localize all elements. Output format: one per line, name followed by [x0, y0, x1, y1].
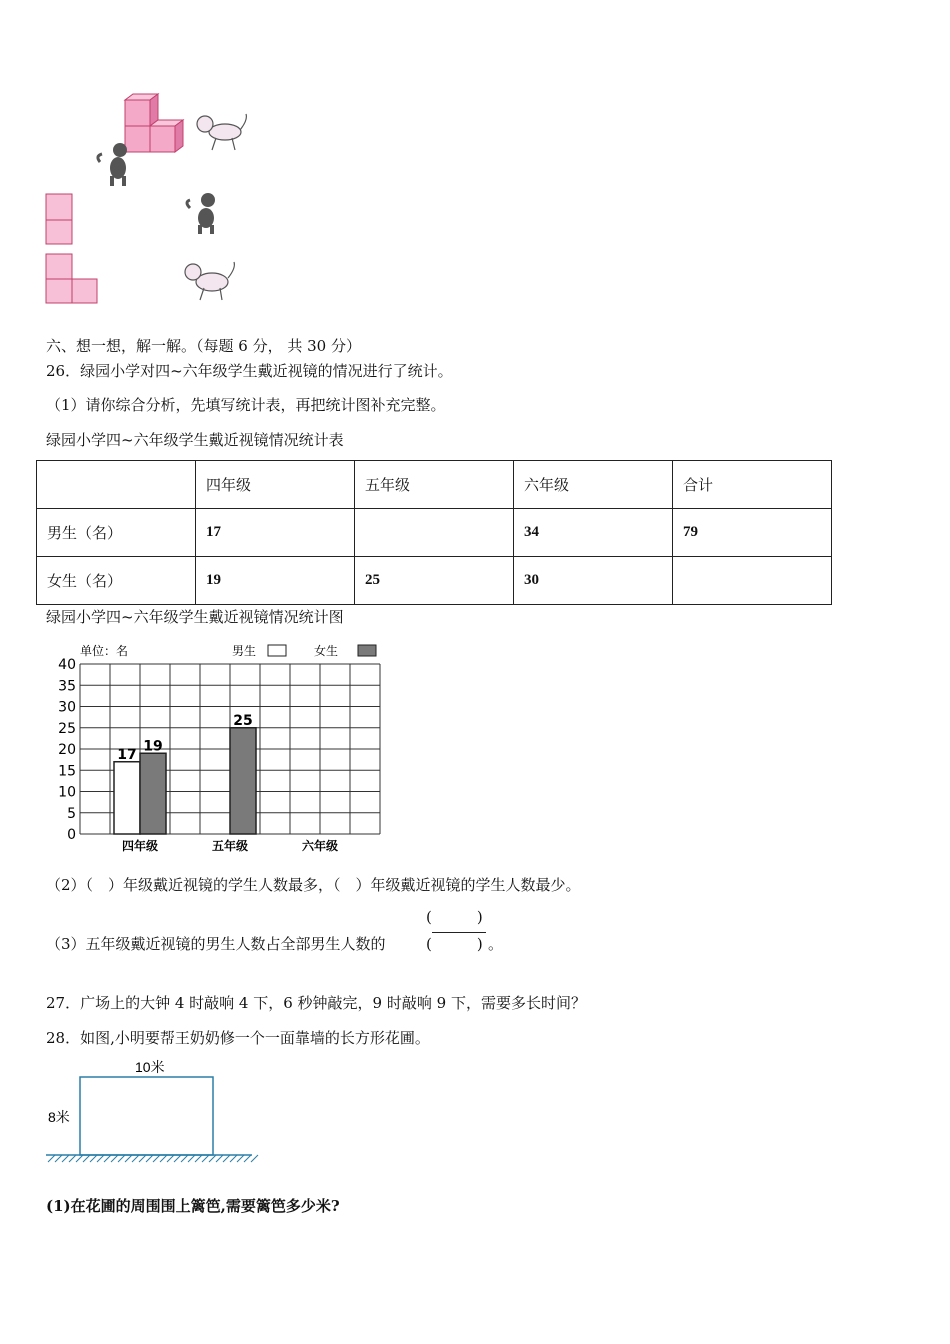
question-26-part3: （3）五年级戴近视镜的男生人数占全部男生人数的 — [46, 935, 386, 953]
legend-label-girls: 女生 — [314, 644, 339, 658]
y-tick-label: 40 — [58, 657, 76, 673]
cube-stack-figure — [125, 94, 183, 152]
table-header-cell: 合计 — [673, 461, 832, 509]
legend-swatch-boys — [268, 645, 286, 656]
question-28-stem: 28．如图,小明要帮王奶奶修一个一面靠墙的长方形花圃。 — [46, 1029, 430, 1047]
dog-icon — [185, 262, 234, 300]
x-tick-label: 五年级 — [211, 839, 249, 853]
table-header-row — [37, 461, 832, 509]
garden-rectangle — [80, 1077, 213, 1155]
question-26-part1: （1）请你综合分析，先填写统计表，再把统计图补充完整。 — [46, 396, 446, 414]
table-cell: 25 — [355, 557, 514, 605]
table-title: 绿园小学四~六年级学生戴近视镜情况统计表 — [46, 431, 344, 449]
table-cell: 30 — [514, 557, 673, 605]
question-28-part1: (1)在花圃的周围围上篱笆,需要篱笆多少米? — [46, 1197, 340, 1215]
table-cell: 19 — [196, 557, 355, 605]
bar-data-label: 17 — [117, 746, 137, 763]
y-tick-label: 30 — [58, 699, 76, 716]
bar-girls — [230, 728, 256, 834]
views-illustration — [40, 90, 270, 310]
wall-hatching — [46, 1155, 258, 1162]
bar-data-label: 25 — [233, 712, 253, 729]
chart-legend — [232, 643, 376, 658]
table-cell-blank[interactable] — [355, 509, 514, 557]
table-header-cell: 五年级 — [355, 461, 514, 509]
table-row-label: 女生（名） — [37, 557, 196, 605]
front-view-figure — [46, 194, 72, 244]
y-tick-label: 35 — [58, 678, 76, 695]
y-tick-label: 0 — [67, 827, 76, 843]
monkey-icon — [98, 143, 127, 186]
table-header-cell: 四年级 — [196, 461, 355, 509]
table-row — [37, 509, 832, 557]
side-view-figure — [46, 254, 97, 303]
chart-bars — [114, 713, 256, 834]
garden-diagram — [40, 1050, 270, 1180]
question-26-stem: 26．绿园小学对四~六年级学生戴近视镜的情况进行了统计。 — [46, 362, 453, 380]
y-tick-label: 25 — [58, 720, 76, 737]
table-row-label: 男生（名） — [37, 509, 196, 557]
fraction-denominator-blank[interactable]: ( ) — [426, 935, 483, 953]
bar-chart — [40, 638, 390, 858]
question-27: 27．广场上的大钟 4 时敲响 4 下，6 秒钟敲完，9 时敲响 9 下，需要多长时间？ — [46, 994, 586, 1012]
y-tick-label: 15 — [58, 763, 76, 780]
x-tick-label: 六年级 — [301, 839, 339, 853]
table-cell: 17 — [196, 509, 355, 557]
fraction-numerator-blank[interactable]: ( ) — [426, 908, 483, 926]
fraction-bar — [432, 932, 486, 933]
table-header-cell — [37, 461, 196, 509]
y-tick-label: 10 — [58, 784, 76, 801]
legend-label-boys: 男生 — [232, 644, 257, 658]
table-cell: 34 — [514, 509, 673, 557]
dog-icon — [197, 114, 246, 150]
x-axis-labels — [122, 838, 338, 853]
legend-swatch-girls — [358, 645, 376, 656]
table-row — [37, 557, 832, 605]
y-axis-ticks — [58, 657, 76, 843]
table-cell-blank[interactable] — [673, 557, 832, 605]
x-tick-label: 四年级 — [121, 839, 159, 853]
question-26-part3-end: 。 — [488, 935, 504, 953]
bar-boys — [114, 762, 140, 834]
garden-height-label: 8米 — [48, 1109, 70, 1125]
table-cell: 79 — [673, 509, 832, 557]
monkey-icon — [187, 193, 215, 234]
bar-girls — [140, 753, 166, 834]
bar-data-label: 19 — [143, 738, 163, 755]
y-tick-label: 20 — [58, 742, 76, 758]
section-heading: 六、想一想，解一解。（每题 6 分， 共 30 分） — [46, 337, 361, 355]
chart-title: 绿园小学四~六年级学生戴近视镜情况统计图 — [46, 608, 344, 626]
statistics-table — [36, 460, 832, 605]
table-header-cell: 六年级 — [514, 461, 673, 509]
garden-width-label: 10米 — [135, 1059, 165, 1075]
chart-unit-label: 单位：名 — [80, 644, 129, 658]
question-26-part2: （2）（ ）年级戴近视镜的学生人数最多，（ ）年级戴近视镜的学生人数最少。 — [46, 876, 581, 894]
y-tick-label: 5 — [67, 805, 76, 822]
